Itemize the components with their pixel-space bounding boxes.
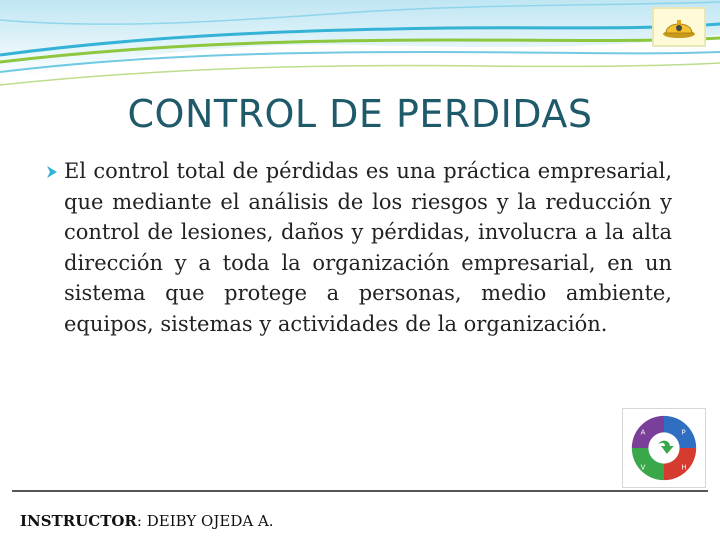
cycle-letter-h: H [681, 463, 687, 472]
cycle-letter-p: P [681, 428, 686, 437]
arrow-bullet-icon [44, 164, 60, 180]
footer-divider [12, 490, 708, 492]
pdca-cycle-graphic [622, 408, 706, 488]
instructor-footer [20, 512, 274, 530]
slide-title: CONTROL DE PERDIDAS [127, 92, 593, 136]
body-paragraph: El control total de pérdidas es una práctica empresarial, que mediante el análisis de los riesgos y la reducción y control de lesiones, daños y pérdidas, involucra a la alta dirección y a toda la organización empresarial, en un sistema que protege a personas, medio ambiente, equipos, sistemas y actividades de la organización. [64, 159, 672, 336]
header-wave-decoration [0, 0, 720, 95]
cycle-letter-a: A [640, 428, 646, 437]
instructor-label: INSTRUCTOR [20, 512, 137, 530]
safety-helmet-logo [652, 7, 706, 47]
cycle-letter-v: V [640, 463, 646, 472]
instructor-name: : DEIBY OJEDA A. [136, 512, 274, 530]
